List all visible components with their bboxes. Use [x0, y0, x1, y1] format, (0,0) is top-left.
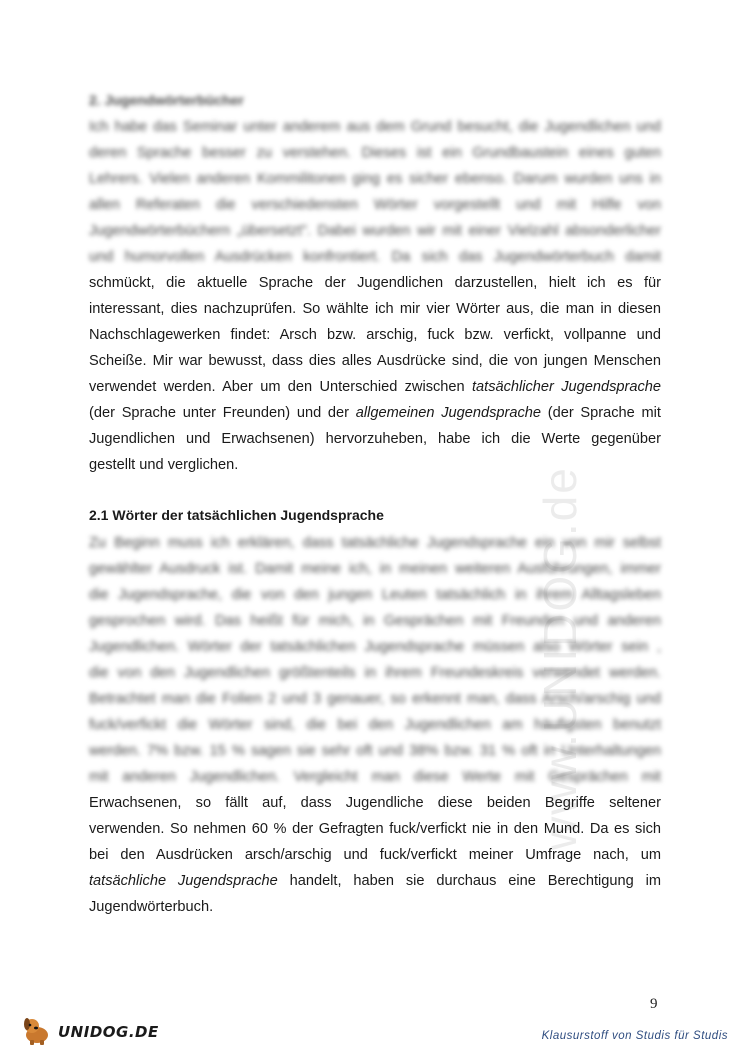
text-line: bei den Ausdrücken arsch/arschig und fuck/verfickt meiner Umfrage nach, um — [89, 847, 661, 863]
blurred-line: und humorvollen Ausdrücken konfrontiert. Da sich das Jugendwörterbuch damit — [89, 249, 661, 265]
text-line: Nachschlagewerken findet: Arsch bzw. arschig, fuck bzw. verfickt, vollpanne und — [89, 327, 661, 343]
text-line: interessant, dies nachzuprüfen. So wählte ich mir vier Wörter aus, die man in diesen — [89, 301, 661, 317]
emphasis-term: tatsächliche Jugendsprache — [89, 873, 278, 889]
blurred-line: die von den Jugendlichen größtenteils in ihrem Freundeskreis verwendet werden. — [89, 665, 661, 681]
text-line: gestellt und verglichen. — [89, 457, 239, 473]
blurred-line: Zu Beginn muss ich erklären, dass tatsächliche Jugendsprache ein von mir selbst — [89, 535, 661, 551]
blurred-line: die Jugendsprache, die von den jungen Leuten tatsächlich in ihrem Alltagsleben — [89, 587, 661, 603]
blurred-line: Jugendlichen. Wörter der tatsächlichen Jugendsprache müssen also Wörter sein , — [89, 639, 661, 655]
text-line: schmückt, die aktuelle Sprache der Jugendlichen darzustellen, hielt ich es für — [89, 275, 661, 291]
text-line: Jugendwörterbuch. — [89, 899, 214, 915]
section-2-paragraph — [89, 114, 661, 478]
blurred-line: werden. 7% bzw. 15 % sagen sie sehr oft und 38% bzw. 31 % oft in Unterhaltungen — [89, 743, 661, 759]
blurred-line: mit anderen Jugendlichen. Vergleicht man diese Werte mit Gesprächen mit — [89, 769, 661, 785]
blurred-line: gewählter Ausdruck ist. Damit meine ich, in meinen weiteren Ausführungen, immer — [89, 561, 661, 577]
blurred-line: Betrachtet man die Folien 2 und 3 genauer, so erkennt man, dass Arsch/arschig und — [89, 691, 661, 707]
blurred-line: Lehrers. Vielen anderen Kommilitonen ging es sicher ebenso. Darum wurden uns in — [89, 171, 661, 187]
section-heading-jugendwoerterbuecher: 2. Jugendwörterbücher — [89, 92, 244, 108]
text-line: Scheiße. Mir war bewusst, dass dies alles Ausdrücke sind, die von jungen Menschen — [89, 353, 661, 369]
unidog-logo[interactable] — [20, 1012, 159, 1052]
section-heading-tatsaechliche-jugendsprache: 2.1 Wörter der tatsächlichen Jugendsprache — [89, 507, 384, 523]
logo-text: UNIDOG.DE — [58, 1023, 159, 1041]
emphasis-term: tatsächlicher Jugendsprache — [471, 379, 661, 395]
blurred-line: fuck/verfickt die Wörter sind, die bei den Jugendlichen am häufigsten benutzt — [89, 717, 661, 733]
emphasis-term: allgemeinen Jugendsprache — [355, 405, 541, 421]
text-line — [89, 374, 661, 400]
text-line — [89, 868, 661, 894]
text-fragment: (der Sprache unter Freunden) und der — [89, 405, 356, 421]
text-line: Jugendlichen und Erwachsenen) hervorzuheben, habe ich die Werte gegenüber — [89, 431, 661, 447]
footer-tagline: Klausurstoff von Studis für Studis — [541, 1030, 728, 1042]
text-fragment: verwendet werden. Aber um den Unterschied zwischen — [89, 379, 472, 395]
blurred-line: Ich habe das Seminar unter anderem aus dem Grund besucht, die Jugendlichen und — [89, 119, 661, 135]
text-line — [89, 400, 661, 426]
text-fragment: handelt, haben sie durchaus eine Berechtigung im — [277, 873, 661, 889]
blurred-line: Jugendwörterbüchern „übersetzt". Dabei wurden wir mit einer Vielzahl absonderlicher — [89, 223, 661, 239]
watermark: www.UNIDOG.de — [534, 466, 586, 850]
text-line: Erwachsenen, so fällt auf, dass Jugendliche diese beiden Begriffe seltener — [89, 795, 661, 811]
text-fragment: (der Sprache mit — [541, 405, 661, 421]
text-line: verwenden. So nehmen 60 % der Gefragten fuck/verfickt nie in den Mund. Da es sich — [89, 821, 661, 837]
blurred-line: gesprochen wird. Das heißt für mich, in Gesprächen mit Freunden und anderen — [89, 613, 661, 629]
blurred-line: deren Sprache besser zu verstehen. Dieses ist ein Grundbaustein eines guten — [89, 145, 661, 161]
dog-icon — [20, 1013, 54, 1052]
blurred-line: allen Referaten die verschiedensten Wörter vorgestellt und mit Hilfe von — [89, 197, 661, 213]
page-number: 9 — [650, 996, 658, 1012]
